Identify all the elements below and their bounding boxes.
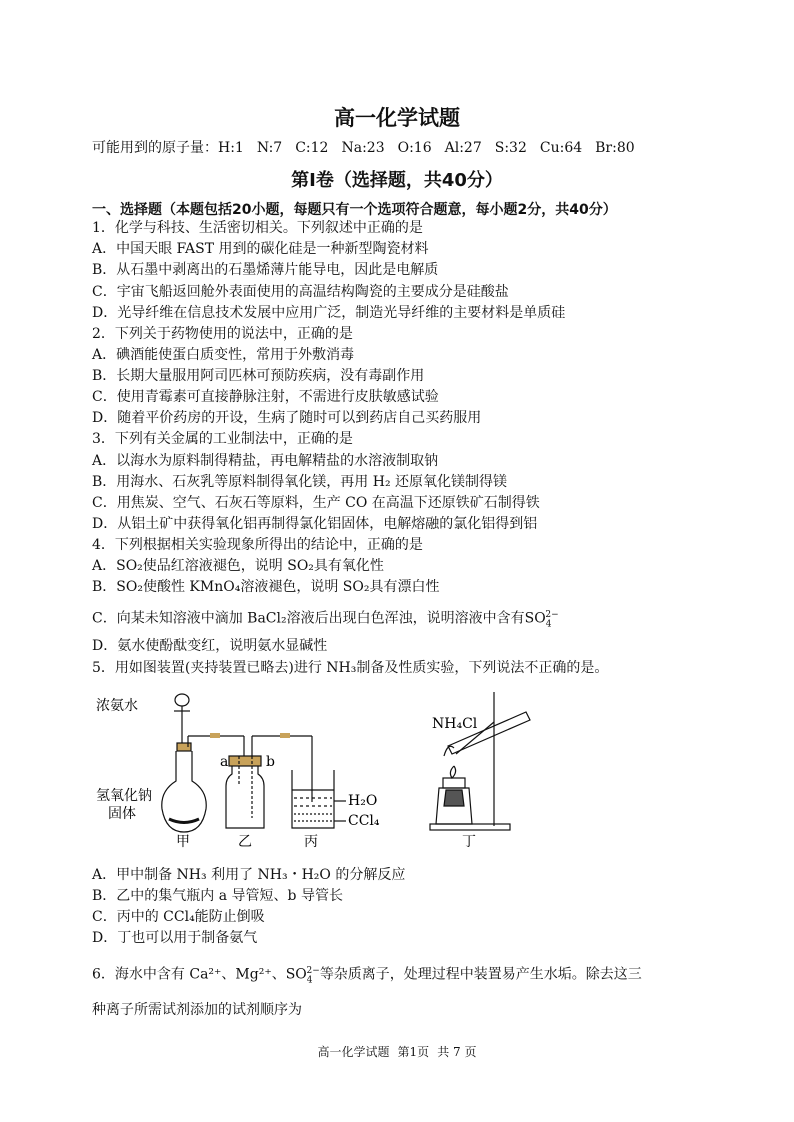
option-line: A．甲中制备 NH₃ 利用了 NH₃・H₂O 的分解反应: [92, 867, 406, 883]
question-line-4c: C．向某未知溶液中滴加 BaCl₂溶液后出现白色浑浊，说明溶液中含有$SO_4^{2-}$: [92, 606, 559, 633]
mass-item: C:12: [295, 140, 329, 156]
question-line: B．从石墨中剥离出的石墨烯薄片能导电，因此是电解质: [92, 262, 439, 278]
question-line: B．长期大量服用阿司匹林可预防疾病，没有毒副作用: [92, 368, 425, 384]
mass-item: S:32: [494, 140, 527, 156]
mass-item: O:16: [397, 140, 432, 156]
mass-item: Cu:64: [539, 140, 583, 156]
question-line: D．光导纤维在信息技术发展中应用广泛，制造光导纤维的主要材料是单质硅: [92, 305, 566, 321]
question-line: 1．化学与科技、生活密切相关。下列叙述中正确的是: [92, 220, 423, 236]
mass-item: H:1: [218, 140, 244, 156]
atomic-masses-prefix: 可能用到的原子量：: [92, 140, 218, 156]
question-line: A．SO₂使品红溶液褪色，说明 SO₂具有氧化性: [92, 558, 384, 574]
question-line: C．用焦炭、空气、石灰石等原料，生产 CO 在高温下还原铁矿石制得铁: [92, 495, 540, 511]
question-line: A．以海水为原料制得精盐，再电解精盐的水溶液制取钠: [92, 453, 439, 469]
option-line: B．乙中的集气瓶内 a 导管短、b 导管长: [92, 888, 343, 904]
svg-text:固体: 固体: [108, 806, 136, 822]
question-line: A．碘酒能使蛋白质变性，常用于外敷消毒: [92, 347, 355, 363]
mass-item: Na:23: [341, 140, 385, 156]
question-line: D．随着平价药房的开设，生病了随时可以到药店自己买药服用: [92, 410, 482, 426]
svg-text:丙: 丙: [304, 834, 318, 850]
page-title: 高一化学试题: [334, 106, 460, 130]
question-line: C．使用青霉素可直接静脉注射，不需进行皮肤敏感试验: [92, 389, 439, 405]
mass-item: N:7: [256, 140, 283, 156]
question-line: A．中国天眼 FAST 用到的碳化硅是一种新型陶瓷材料: [92, 241, 429, 257]
svg-text:丁: 丁: [462, 834, 476, 850]
question-line: B．用海水、石灰乳等原料制得氧化镁，再用 H₂ 还原氧化镁制得镁: [92, 474, 508, 490]
tube-connector: [280, 733, 290, 738]
option-line: D．丁也可以用于制备氨气: [92, 930, 258, 946]
question-line: 4．下列根据相关实验现象所得出的结论中，正确的是: [92, 537, 423, 553]
svg-text:CCl₄: CCl₄: [348, 813, 380, 829]
tube-connector: [210, 733, 220, 738]
question-line: D．氨水使酚酞变红，说明氨水显碱性: [92, 638, 328, 654]
option-line: C．丙中的 CCl₄能防止倒吸: [92, 909, 265, 925]
svg-text:NH₄Cl: NH₄Cl: [432, 716, 478, 732]
svg-text:甲: 甲: [176, 834, 190, 850]
question-line: 5．用如图装置(夹持装置已略去)进行 NH₃制备及性质实验，下列说法不正确的是。: [92, 660, 609, 676]
mass-item: Al:27: [444, 140, 482, 156]
atomic-masses: [92, 137, 648, 157]
svg-text:b: b: [266, 754, 275, 770]
question-line: 2．下列关于药物使用的说法中，正确的是: [92, 326, 353, 342]
svg-text:浓氨水: 浓氨水: [96, 698, 138, 714]
apparatus-figure: [94, 686, 614, 856]
svg-text:H₂O: H₂O: [348, 793, 378, 809]
sulfate-ion: $SO_4^{2-}$: [285, 966, 320, 986]
apparatus-ding: [430, 692, 530, 830]
svg-text:乙: 乙: [238, 834, 252, 850]
question-line: C．宇宙飞船返回舱外表面使用的高温结构陶瓷的主要成分是硅酸盐: [92, 284, 509, 300]
volume-title: 第Ⅰ卷（选择题，共40分）: [291, 170, 503, 191]
question-line: 3．下列有关金属的工业制法中，正确的是: [92, 431, 353, 447]
section-title: 一、选择题（本题包括20小题，每题只有一个选项符合题意，每小题2分，共40分）: [92, 202, 617, 218]
mass-item: Br:80: [595, 140, 635, 156]
svg-text:a: a: [220, 754, 229, 770]
page-footer: 高一化学试题 第1页 共 7 页: [317, 1045, 477, 1059]
question-line: B．SO₂使酸性 KMnO₄溶液褪色，说明 SO₂具有漂白性: [92, 579, 440, 595]
apparatus-bing: [292, 770, 346, 828]
question-line: D．从铝土矿中获得氧化铝再制得氯化铝固体，电解熔融的氯化铝得到铝: [92, 516, 538, 532]
sulfate-ion: $SO_4^{2-}$: [524, 610, 559, 630]
svg-text:氢氧化钠: 氢氧化钠: [96, 788, 152, 804]
question-6: 6．海水中含有 Ca²⁺、Mg²⁺、$SO_4^{2-}$等杂质离子，处理过程中装置易产生水垢。除去这三 种离子所需试剂添加的试剂顺序为: [92, 956, 702, 1025]
